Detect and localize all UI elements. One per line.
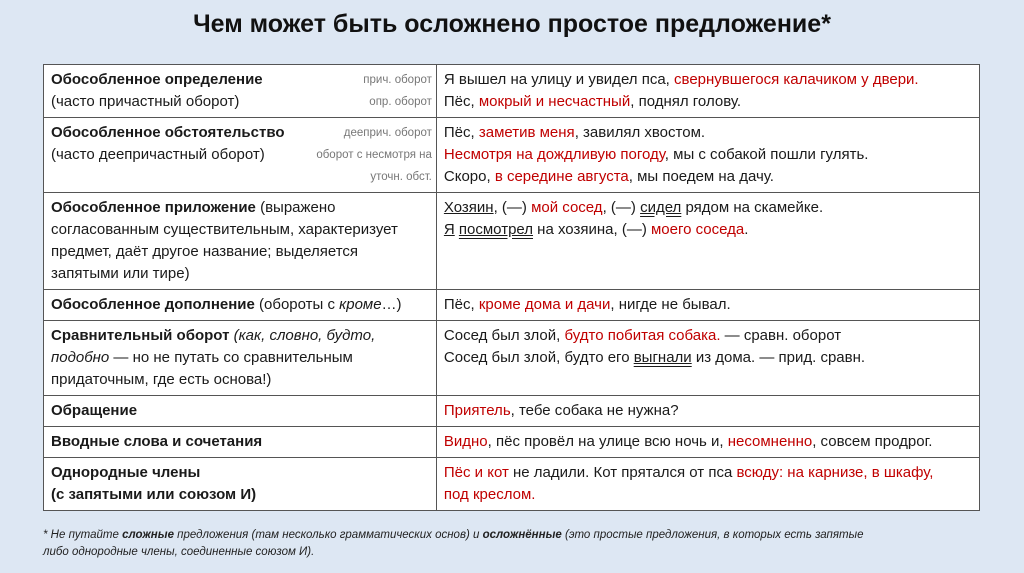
table-row: [44, 396, 980, 427]
row-example-cell: [436, 118, 979, 193]
row-label: Обособленное дополнение (обороты с кроме…): [51, 296, 402, 313]
example-line: Несмотря на дождливую погоду, мы с собакой пошли гулять.: [443, 146, 869, 163]
row-example-cell: [436, 321, 979, 396]
row-label-cell: [44, 321, 437, 396]
row-label: Обособленное определение: [51, 71, 263, 88]
row-example-cell: [436, 396, 979, 427]
row-label-note: (с запятыми или союзом И): [51, 486, 257, 503]
tag: оборот с несмотря на: [316, 149, 432, 161]
row-example-cell: [436, 65, 979, 118]
footnote: * Не путайте сложные предложения (там несколько грамматических основ) и осложнённые (это простые предложения, в которых есть запятые либо однородные члены, соединенные союзом И).: [43, 529, 864, 558]
row-label-note: придаточным, где есть основа!): [51, 371, 272, 388]
row-label: Сравнительный оборот (как, словно, будто,: [51, 327, 376, 344]
example-line: Пёс, кроме дома и дачи, нигде не бывал.: [443, 296, 731, 313]
row-label-note: подобно — но не путать со сравнительным: [51, 349, 353, 366]
example-line: Я вышел на улицу и увидел пса, свернувшегося калачиком у двери.: [443, 71, 919, 88]
row-label-cell: [44, 65, 437, 118]
row-tags: [316, 122, 432, 188]
row-label-cell: [44, 193, 437, 290]
row-label-note: согласованным существительным, характеризует: [51, 221, 398, 238]
row-label-cell: [44, 427, 437, 458]
tag: уточн. обст.: [370, 171, 432, 183]
complication-table: [43, 64, 980, 511]
example-line: под креслом.: [443, 486, 536, 503]
row-label-cell: [44, 396, 437, 427]
example-line: Скоро, в середине августа, мы поедем на дачу.: [443, 168, 774, 185]
table-row: [44, 118, 980, 193]
table-row: [44, 290, 980, 321]
row-example-cell: [436, 458, 979, 511]
row-label: Обращение: [51, 402, 138, 419]
table-row: [44, 458, 980, 511]
example-line: Пёс, заметив меня, завилял хвостом.: [443, 124, 706, 141]
table-row: [44, 65, 980, 118]
tag: дееприч. оборот: [343, 127, 432, 139]
row-label-note: предмет, даёт другое название; выделяется: [51, 243, 359, 260]
row-example-cell: [436, 193, 979, 290]
example-line: Приятель, тебе собака не нужна?: [443, 402, 679, 419]
row-label-cell: [44, 290, 437, 321]
example-line: Видно, пёс провёл на улице всю ночь и, несомненно, совсем продрог.: [443, 433, 933, 450]
example-line: Пёс, мокрый и несчастный, поднял голову.: [443, 93, 742, 110]
example-line: Пёс и кот не ладили. Кот прятался от пса всюду: на карнизе, в шкафу,: [443, 464, 934, 481]
table-row: [44, 193, 980, 290]
row-label-cell: [44, 118, 437, 193]
example-line: Хозяин, (—) мой сосед, (—) сидел рядом на скамейке.: [443, 199, 824, 216]
row-label: Вводные слова и сочетания: [51, 433, 263, 450]
table-row: [44, 427, 980, 458]
page-title: Чем может быть осложнено простое предложение*: [193, 10, 831, 38]
row-label: Однородные члены: [51, 464, 201, 481]
row-label: Обособленное обстоятельство: [51, 124, 285, 141]
row-example-cell: [436, 427, 979, 458]
example-line: Сосед был злой, будто его выгнали из дома. — прид. сравн.: [443, 349, 866, 366]
tag: опр. оборот: [369, 96, 432, 108]
row-label: Обособленное приложение (выражено: [51, 199, 336, 216]
row-label-note: запятыми или тире): [51, 265, 190, 282]
example-line: Сосед был злой, будто побитая собака. — сравн. оборот: [443, 327, 842, 344]
row-label-note: (часто деепричастный оборот): [51, 146, 265, 163]
row-example-cell: [436, 290, 979, 321]
row-tags: [363, 69, 432, 113]
example-line: Я посмотрел на хозяина, (—) моего соседа.: [443, 221, 749, 238]
row-label-note: (часто причастный оборот): [51, 93, 240, 110]
tag: прич. оборот: [363, 74, 432, 86]
row-label-cell: [44, 458, 437, 511]
table-row: [44, 321, 980, 396]
